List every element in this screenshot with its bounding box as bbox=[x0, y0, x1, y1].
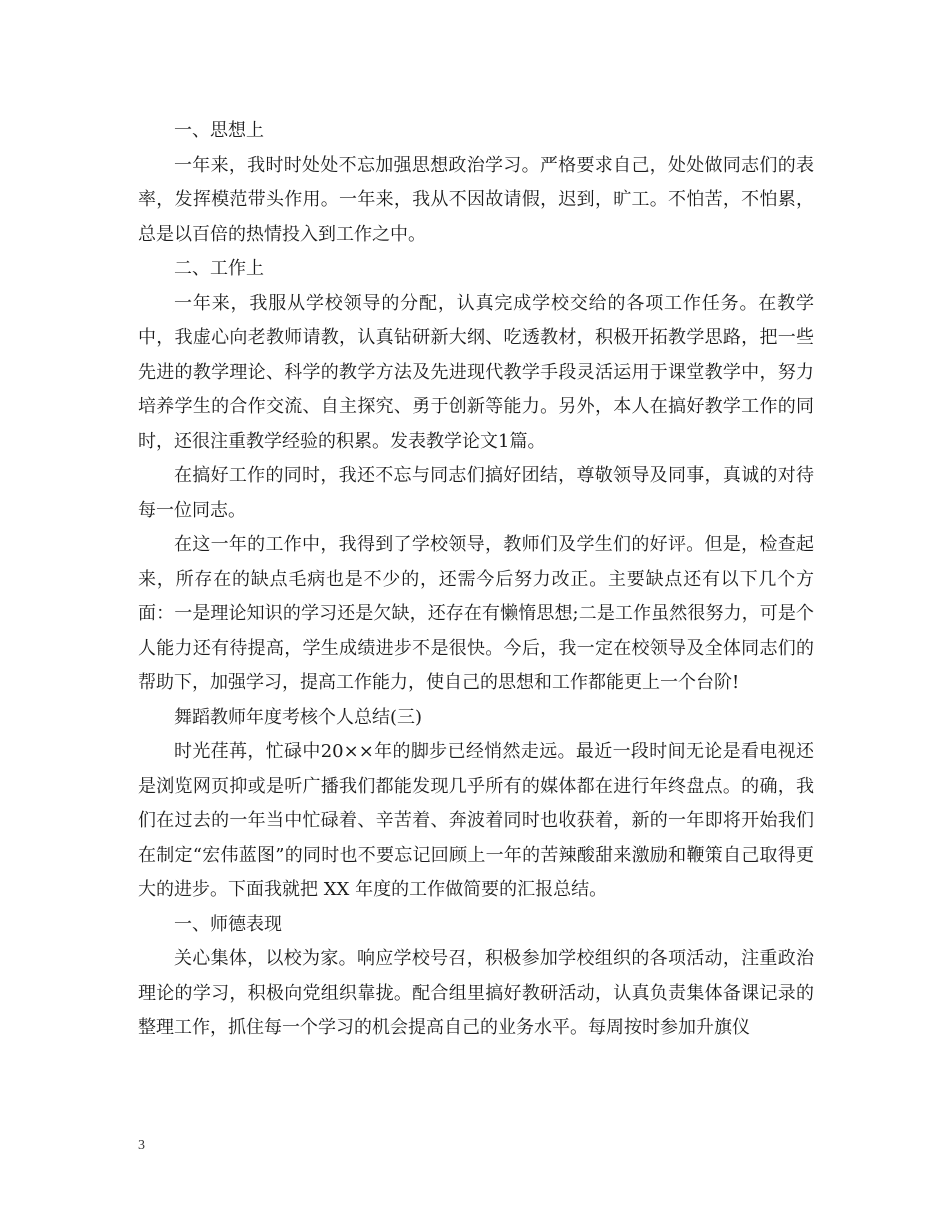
section-heading-ethics: 一、师德表现 bbox=[174, 913, 282, 935]
paragraph: 时光荏苒，忙碌中20××年的脚步已经悄然走远。最近一段时间无论是看电视还是浏览网页抑或是听广播我们都能发现几乎所有的媒体都在进行年终盘点。的确，我们在过去的一年当中忙碌着、辛苦着、奔波着同时也收获着，新的一年即将开始我们在制定“宏伟蓝图”的同时也不要忘记回顾上一年的苦辣酸甜来激励和鞭策自己取得更大的进步。下面我就把 XX 年度的工作做简要的汇报总结。 bbox=[138, 741, 814, 900]
section-heading-work: 二、工作上 bbox=[174, 258, 264, 279]
paragraph: 一年来，我服从学校领导的分配，认真完成学校交给的各项工作任务。在教学中，我虚心向老教师请教，认真钻研新大纲、吃透教材，积极开拓教学思路，把一些先进的教学理论、科学的教学方法及先进现代教学手段灵活运用于课堂教学中，努力培养学生的合作交流、自主探究、勇于创新等能力。另外，本人在搞好教学工作的同时，还很注重教学经验的积累。发表教学论文1篇。 bbox=[138, 292, 814, 452]
paragraph: 关心集体，以校为家。响应学校号召，积极参加学校组织的各项活动，注重政治理论的学习，积极向党组织靠拢。配合组里搞好教研活动，认真负责集体备课记录的整理工作，抓住每一个学习的机会提高自己的业务水平。每周按时参加升旗仪 bbox=[138, 948, 814, 1038]
paragraph: 在搞好工作的同时，我还不忘与同志们搞好团结，尊敬领导及同事，真诚的对待每一位同志。 bbox=[138, 465, 814, 521]
section-heading-thought: 一、思想上 bbox=[174, 120, 264, 141]
page-number: 3 bbox=[138, 1138, 145, 1153]
paragraph: 一年来，我时时处处不忘加强思想政治学习。严格要求自己，处处做同志们的表率，发挥模范带头作用。一年来，我从不因故请假，迟到，旷工。不怕苦，不怕累，总是以百倍的热情投入到工作之中。 bbox=[138, 154, 814, 245]
document-body bbox=[138, 114, 814, 1046]
subtitle-summary-three: 舞蹈教师年度考核个人总结(三) bbox=[174, 706, 423, 728]
paragraph: 在这一年的工作中，我得到了学校领导，教师们及学生们的好评。但是，检查起来，所存在的缺点毛病也是不少的，还需今后努力改正。主要缺点还有以下几个方面：一是理论知识的学习还是欠缺，还存在有懒惰思想;二是工作虽然很努力，可是个人能力还有待提高，学生成绩进步不是很快。今后，我一定在校领导及全体同志们的帮助下，加强学习，提高工作能力，使自己的思想和工作都能更上一个台阶! bbox=[138, 534, 814, 693]
